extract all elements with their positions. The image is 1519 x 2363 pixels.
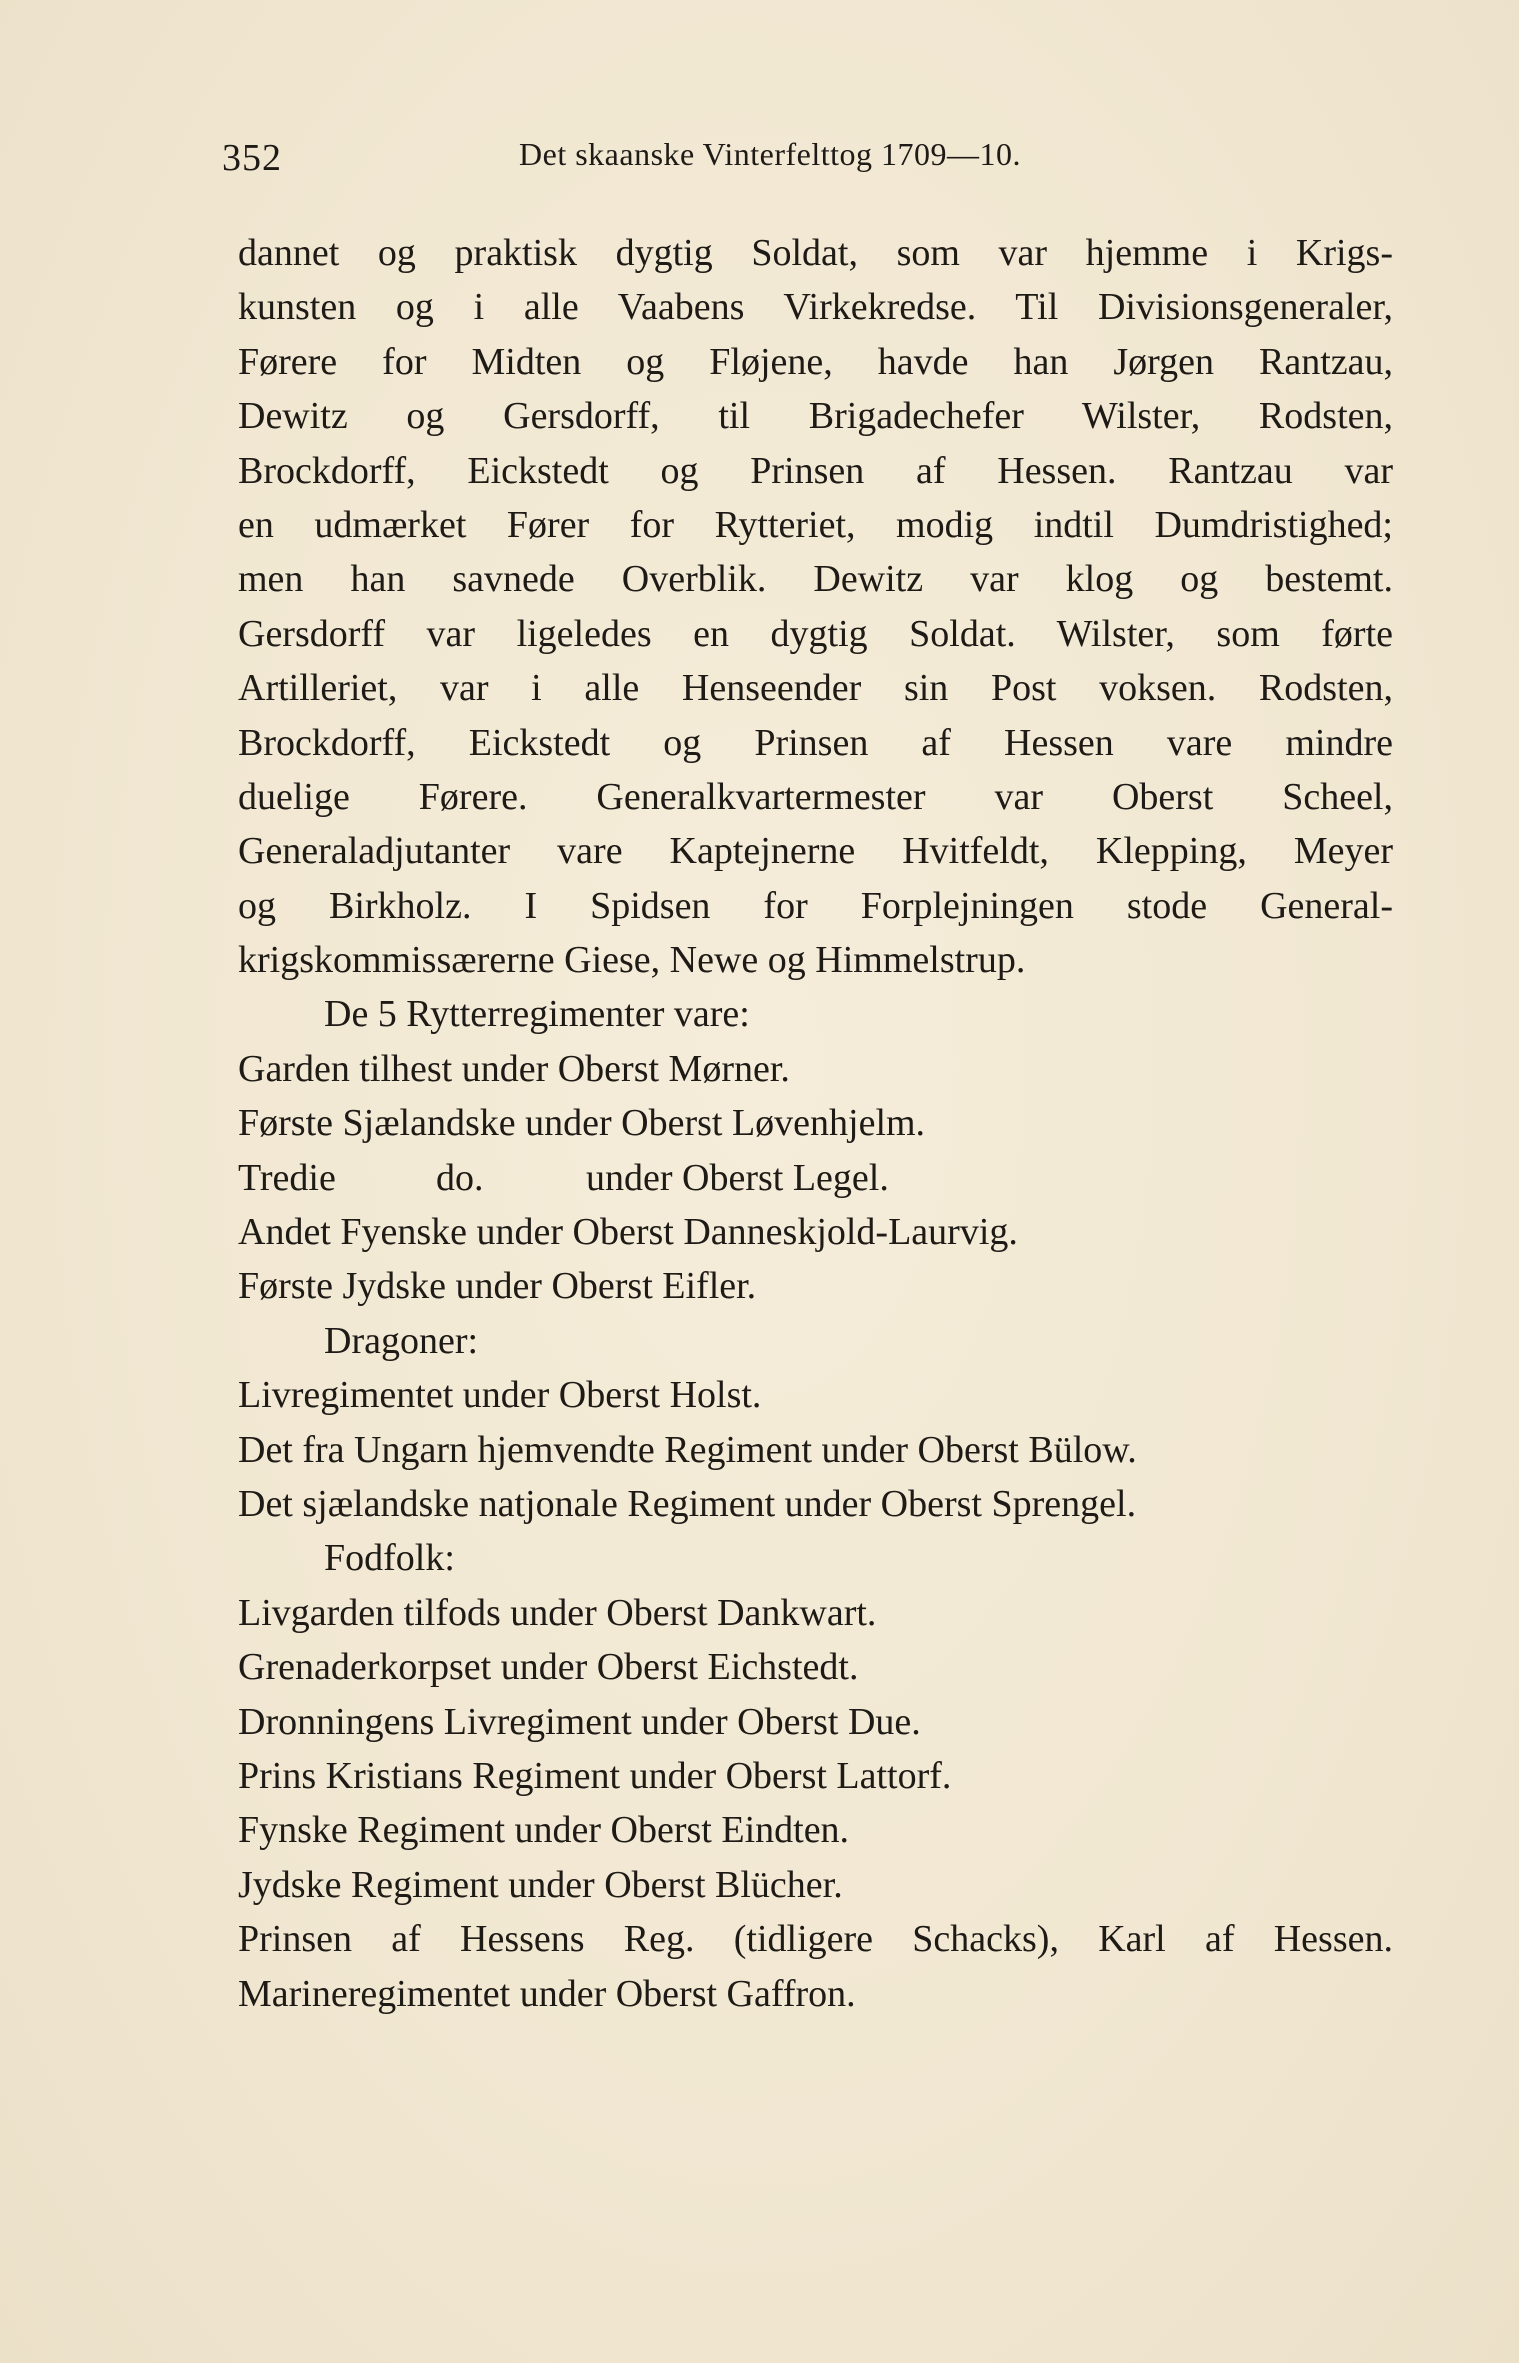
cavalry-regiment-tredie [238,1151,1393,1205]
dragoon-regiment: Det sjælandske natjonale Regiment under Oberst Sprengel. [238,1482,1137,1525]
paragraph-line: Førere for Midten og Fløjene, havde han Jørgen Rantzau, [238,340,1393,383]
paragraph-line: krigskommissærerne Giese, Newe og Himmelstrup. [238,939,1026,982]
paragraph-line: Artilleriet, var i alle Henseender sin Post voksen. Rodsten, [238,667,1393,710]
ditto-mark: do. [436,1156,484,1199]
page-number: 352 [222,137,282,179]
cavalry-regiment: Første Jydske under Oberst Eifler. [238,1265,757,1308]
regiment-name: Tredie [238,1156,336,1199]
infantry-regiment: Fynske Regiment under Oberst Eindten. [238,1809,850,1852]
dragoon-regiment: Det fra Ungarn hjemvendte Regiment under Oberst Bülow. [238,1428,1137,1471]
cavalry-heading: De 5 Rytterregimenter vare: [324,993,750,1036]
infantry-regiment: Dronningens Livregiment under Oberst Due. [238,1700,921,1743]
paragraph-line: og Birkholz. I Spidsen for Forplejningen stode General- [238,884,1393,927]
infantry-heading: Fodfolk: [324,1537,455,1580]
cavalry-regiment: Første Sjælandske under Oberst Løvenhjelm. [238,1102,926,1145]
infantry-regiment: Prins Kristians Regiment under Oberst Lattorf. [238,1754,952,1797]
paragraph-line: dannet og praktisk dygtig Soldat, som var hjemme i Krigs- [238,232,1393,274]
paragraph-line: kunsten og i alle Vaabens Virkekredse. Til Divisionsgeneraler, [238,286,1393,329]
infantry-regiment: Livgarden tilfods under Oberst Dankwart. [238,1591,877,1634]
infantry-regiment: Marineregimentet under Oberst Gaffron. [238,1972,856,2015]
dragoons-heading: Dragoner: [324,1319,479,1362]
paragraph-line: men han savnede Overblik. Dewitz var klog og bestemt. [238,558,1393,601]
regiment-commander: under Oberst Legel. [586,1156,889,1199]
paragraph-line: Generaladjutanter vare Kaptejnerne Hvitfeldt, Klepping, Meyer [238,830,1393,873]
infantry-regiment: Grenaderkorpset under Oberst Eichstedt. [238,1646,859,1689]
paragraph-line: duelige Førere. Generalkvartermester var Oberst Scheel, [238,775,1393,818]
paragraph-line: Brockdorff, Eickstedt og Prinsen af Hessen vare mindre [238,721,1393,764]
body-text [238,226,1393,2021]
paragraph-line: Gersdorff var ligeledes en dygtig Soldat. Wilster, som førte [238,612,1393,655]
running-title: Det skaanske Vinterfelttog 1709—10. [519,136,1021,172]
dragoon-regiment: Livregimentet under Oberst Holst. [238,1374,762,1417]
paragraph-line: en udmærket Fører for Rytteriet, modig indtil Dumdristighed; [238,503,1393,546]
infantry-regiment: Jydske Regiment under Oberst Blücher. [238,1863,843,1906]
infantry-regiment: Prinsen af Hessens Reg. (tidligere Schacks), Karl af Hessen. [238,1918,1393,1961]
paragraph-line: Brockdorff, Eickstedt og Prinsen af Hessen. Rantzau var [238,449,1393,492]
paragraph-line: Dewitz og Gersdorff, til Brigadechefer Wilster, Rodsten, [238,395,1393,438]
cavalry-regiment: Garden tilhest under Oberst Mørner. [238,1047,790,1090]
cavalry-regiment: Andet Fyenske under Oberst Danneskjold-Laurvig. [238,1211,1018,1254]
